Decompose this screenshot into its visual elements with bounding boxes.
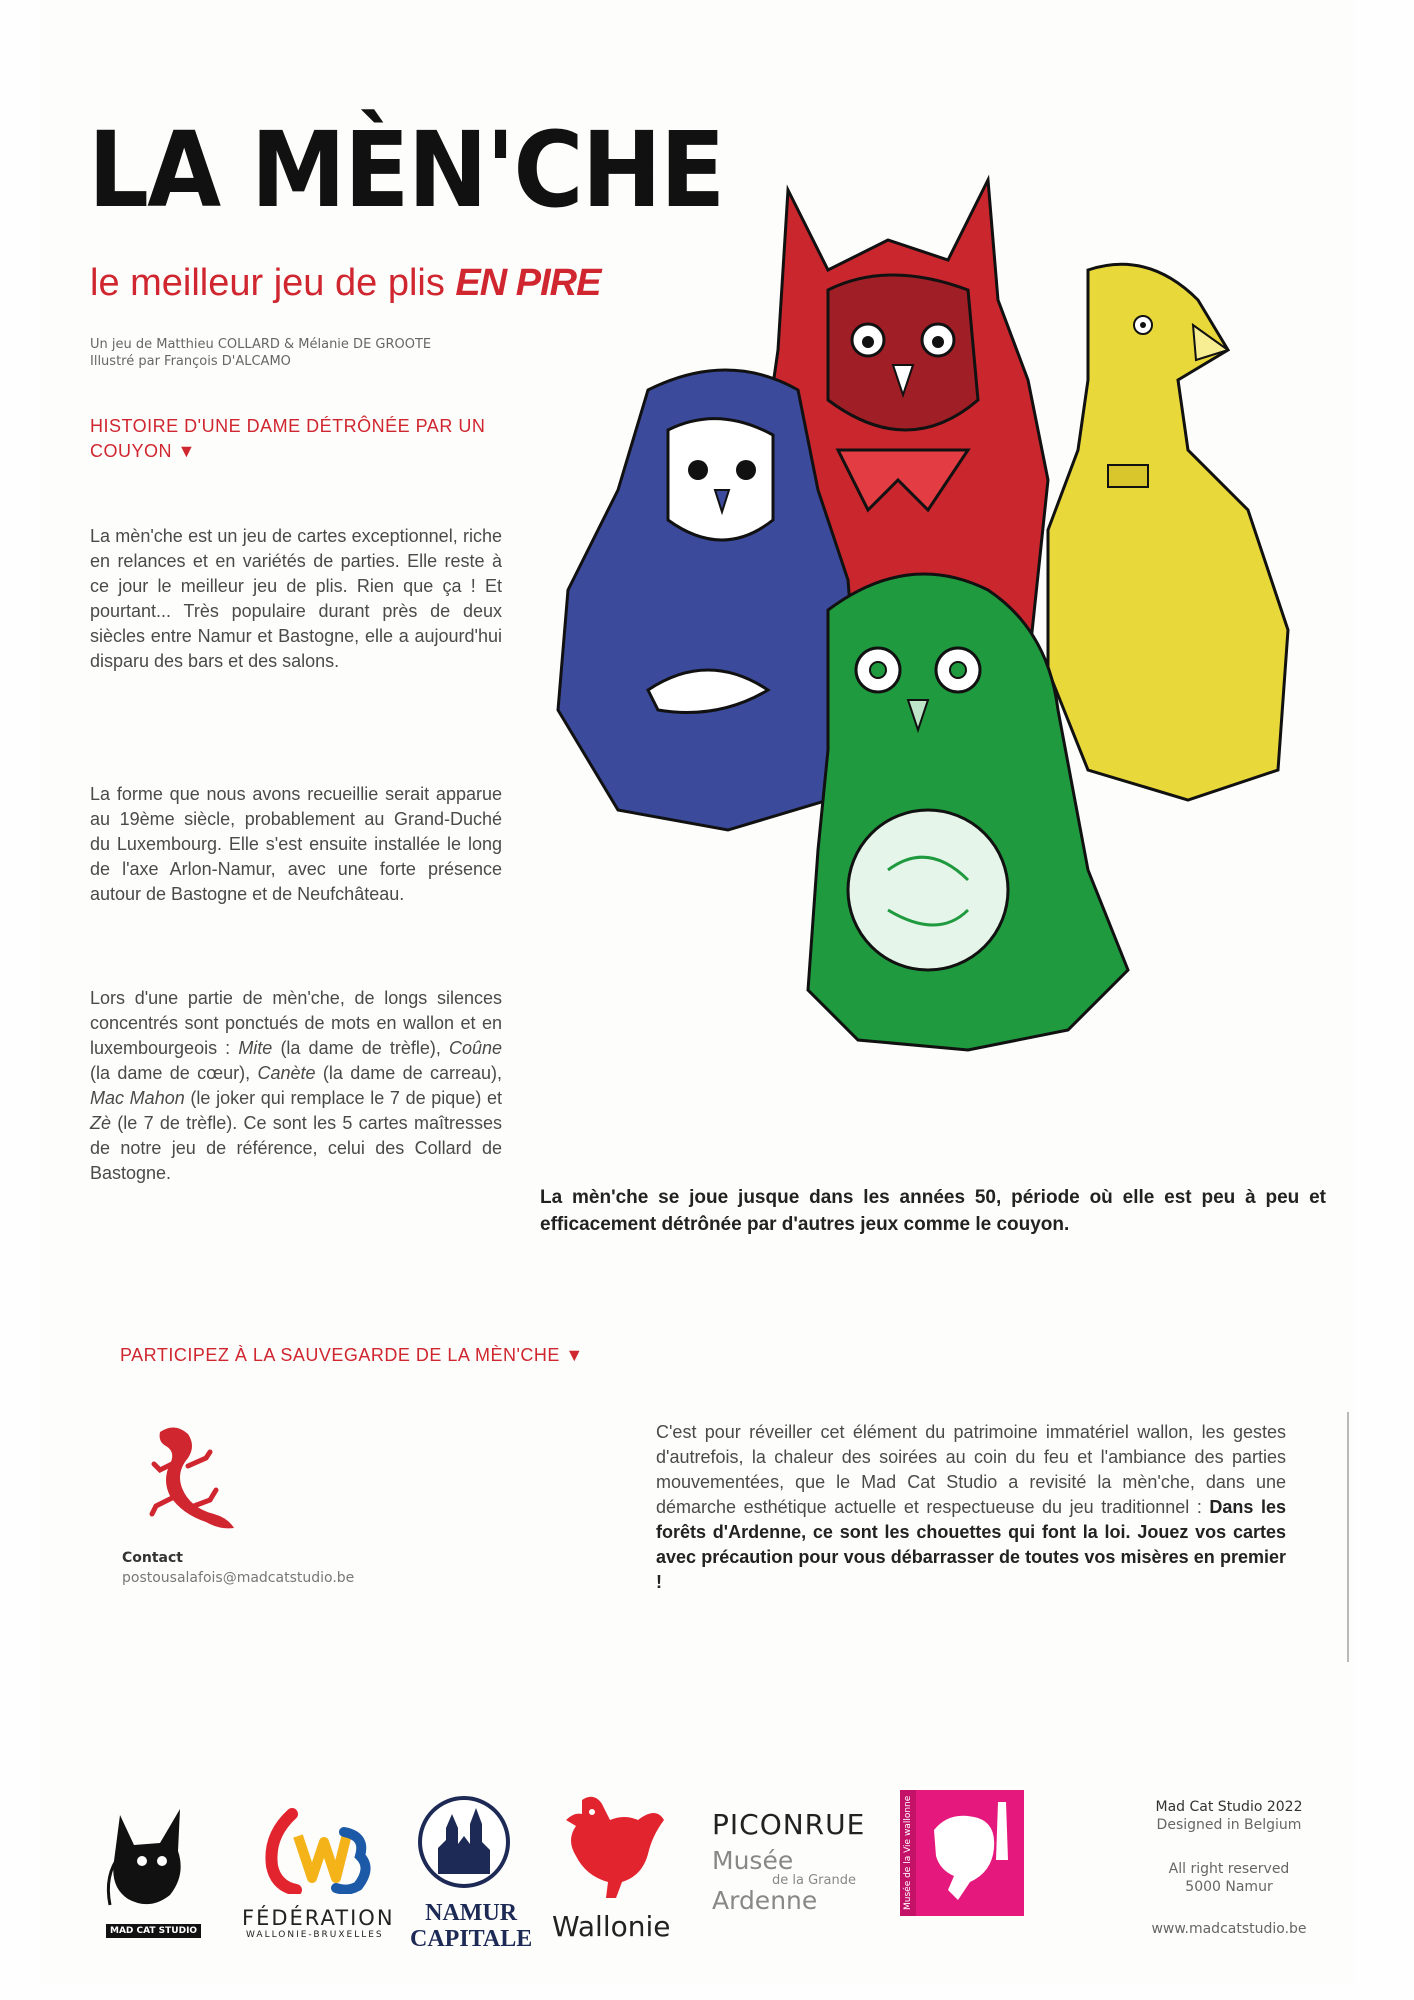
save-text-bold: Dans les forêts d'Ardenne, ce sont les chouettes qui font la loi. Jouez vos cartes avec précaution pour vous débarrasser de toutes vos misères en premier ! [656,1497,1286,1592]
namur-capitale-logo [416,1794,512,1890]
card-canete: Canète [257,1063,316,1083]
contact-label: Contact [122,1550,183,1566]
history-heading: HISTOIRE D'UNE DAME DÉTRÔNÉE PAR UN COUYON ▼ [90,416,486,461]
fwb-subtitle: WALLONIE-BRUXELLES [246,1930,384,1940]
history-paragraph-3 [90,986,502,1186]
divider-line [1347,1412,1349,1662]
footer-studio: Mad Cat Studio 2022 [1155,1799,1303,1815]
piconrue-ardenne: Ardenne [712,1886,818,1915]
p3-intro: Lors d'une partie de mèn'che, de longs silences concentrés sont ponctués de mots en wallon et en luxembourgeois : [90,988,502,1058]
history-paragraph-1: La mèn'che est un jeu de cartes exceptionnel, riche en relances et en variétés de parties. Elle reste à ce jour le meilleur jeu de plis. Rien que ça ! Et pourtant... Très populaire durant près de deux siècles entre Namur et Bastogne, elle a aujourd'hui disparu des bars et des salons. [90,526,502,671]
footer-city: 5000 Namur [1185,1879,1273,1895]
mad-cat-logo [100,1795,200,1923]
credits [90,336,431,370]
history-paragraph-2: La forme que nous avons recueillie serait apparue au 19ème siècle, probablement au Grand-Duché du Luxembourg. Elle s'est ensuite installée le long de l'axe Arlon-Namur, avec une forte présence autour de Bastogne et de Neufchâteau. [90,784,502,904]
credit-illustrator: Illustré par François D'ALCAMO [90,354,291,369]
credit-authors: Un jeu de Matthieu COLLARD & Mélanie DE GROOTE [90,337,432,352]
piconrue-title: PICONRUE [712,1808,866,1841]
piconrue-musee: Musée [712,1846,794,1875]
game-subtitle [90,262,600,305]
card-canete-def: (la dame de carreau), [315,1063,502,1083]
footer-designed: Designed in Belgium [1156,1817,1302,1833]
namur-line-1: NAMUR [425,1900,518,1926]
wallonie-rooster-logo [552,1790,672,1902]
footer-rights: All right reserved [1168,1861,1290,1877]
namur-capitale-label [410,1900,532,1952]
card-macmahon: Mac Mahon [90,1088,185,1108]
card-mite: Mite [238,1038,273,1058]
vie-wallonne-label: Musée de la Vie wallonne [903,1795,913,1910]
namur-line-2: CAPITALE [410,1926,533,1952]
card-mite-def: (la dame de trèfle), [272,1038,449,1058]
yellow-owl [1048,264,1288,800]
save-heading: PARTICIPEZ À LA SAUVEGARDE DE LA MÈN'CHE ▼ [120,1345,584,1365]
save-text-regular: C'est pour réveiller cet élément du patrimoine immatériel wallon, les gestes d'autrefois, la chaleur des soirées au coin du feu et l'ambiance des parties mouvementées, que le Mad Cat Studio a revisité la mèn'che, dans une démarche esthétique actuelle et respectueuse du jeu traditionnel : [656,1422,1286,1517]
fwb-title: FÉDÉRATION [242,1906,395,1930]
subtitle-regular: le meilleur jeu de plis [90,262,445,304]
subtitle-strong: EN PIRE [455,262,601,304]
card-coune-def: (la dame de cœur), [90,1063,258,1083]
salamander-icon [130,1418,240,1538]
card-macmahon-def: (le joker qui remplace le 7 de pique) et [184,1088,503,1108]
wallonie-label: Wallonie [552,1910,671,1943]
vie-wallonne-logo [900,1790,1024,1916]
history-highlight: La mèn'che se joue jusque dans les années 50, période où elle est peu à peu et efficacement détrônée par d'autres jeux comme le couyon. [540,1187,1326,1235]
mad-cat-label: MAD CAT STUDIO [106,1924,201,1938]
card-coune: Coûne [448,1038,503,1058]
footer-website[interactable]: www.madcatstudio.be [1151,1921,1307,1937]
card-ze: Zè [90,1113,112,1133]
piconrue-grande: de la Grande [772,1873,856,1888]
save-paragraph [656,1420,1286,1595]
fwb-logo [262,1806,372,1894]
card-ze-def: (le 7 de trèfle). Ce sont les 5 cartes maîtresses de notre jeu de référence, celui des Collard de Bastogne. [90,1113,502,1183]
owls-illustration [528,150,1328,1110]
game-title: LA MÈN'CHE [88,109,724,231]
contact-email[interactable]: postousalafois@madcatstudio.be [122,1570,355,1586]
